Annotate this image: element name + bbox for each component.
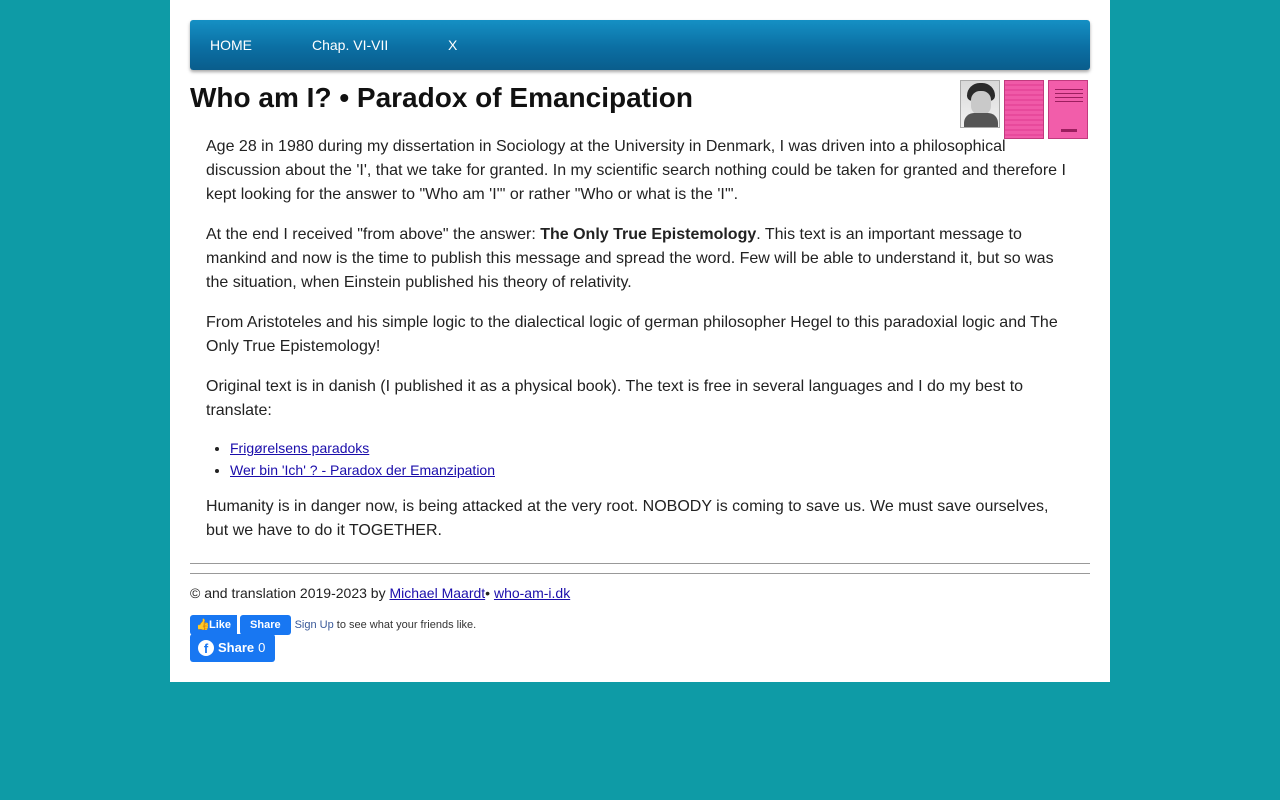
- fb-share-label: Share: [218, 640, 255, 655]
- footer-separator: •: [485, 585, 494, 601]
- list-item: [230, 437, 1066, 459]
- nav-chapters[interactable]: Chap. VI-VII: [312, 37, 389, 53]
- book-cover-thumbnail-2[interactable]: [1048, 80, 1088, 139]
- list-item: [230, 459, 1066, 481]
- translation-paragraph: Original text is in danish (I published it as a physical book). The text is free in several languages and I do my best to translate:: [206, 378, 1024, 419]
- divider-line: [190, 573, 1090, 574]
- fb-signup-text: to see what your friends like.: [333, 619, 477, 631]
- author-portrait-thumbnail[interactable]: [960, 80, 1000, 128]
- epistemology-text-end: . This text is an important message to mankind and now is the time to publish this message and spread the word. Few will be able to understand it, but so was the situation, when Einstein published his theory of relativity.: [206, 226, 1054, 291]
- fb-signup-link[interactable]: Sign Up: [294, 619, 334, 631]
- book-cover-thumbnail-1[interactable]: [1004, 80, 1044, 139]
- fb-like-label: Like: [209, 619, 232, 631]
- closing-paragraph: Humanity is in danger now, is being attacked at the very root. NOBODY is coming to save us. We must save ourselves, but we have to do it TOGETHER.: [206, 498, 1049, 539]
- copyright-text: © and translation 2019-2023 by: [190, 585, 390, 601]
- link-danish[interactable]: Frigørelsens paradoks: [230, 440, 370, 456]
- facebook-like-widget: [190, 615, 476, 635]
- fb-share-small-button[interactable]: Share: [240, 615, 291, 635]
- nav-x[interactable]: X: [448, 37, 458, 53]
- main-navigation: [190, 20, 1090, 70]
- site-link[interactable]: who-am-i.dk: [493, 585, 571, 601]
- epistemology-paragraph: [206, 223, 1066, 295]
- epistemology-title: The Only True Epistemology: [540, 226, 757, 243]
- thumbs-up-icon: 👍: [196, 619, 210, 631]
- facebook-logo-icon: f: [198, 640, 214, 656]
- intro-paragraph: Age 28 in 1980 during my dissertation in Sociology at the University in Denmark, I was driven into a philosophical discussion about the 'I', that we take for granted. In my scientific search nothing could be taken for granted and therefore I kept looking for the answer to "Who am 'I'" or rather "Who or what is the 'I'".: [206, 138, 1066, 203]
- fb-share-count: 0: [258, 640, 266, 655]
- portrait-body-shape: [964, 113, 998, 128]
- fb-share-button[interactable]: [190, 634, 275, 662]
- page-container: [170, 0, 1110, 682]
- page-title: Who am I? • Paradox of Emancipation: [190, 82, 693, 113]
- epistemology-text-start: At the end I received "from above" the answer:: [206, 226, 541, 243]
- link-german[interactable]: Wer bin 'Ich' ? - Paradox der Emanzipation: [230, 462, 495, 478]
- book-footer-line: [1061, 129, 1077, 132]
- portrait-face-shape: [971, 91, 991, 115]
- author-link[interactable]: Michael Maardt: [389, 585, 486, 601]
- nav-home[interactable]: HOME: [210, 37, 252, 53]
- logic-paragraph: From Aristoteles and his simple logic to the dialectical logic of german philosopher Hegel to this paradoxial logic and The Only True Epistemology!: [206, 314, 1058, 355]
- main-content: [206, 135, 1066, 559]
- divider-line: [190, 563, 1090, 564]
- footer-copyright: [190, 584, 570, 602]
- translation-links-list: [206, 437, 1066, 481]
- fb-like-button[interactable]: [190, 615, 237, 635]
- book-title-lines: [1055, 89, 1083, 103]
